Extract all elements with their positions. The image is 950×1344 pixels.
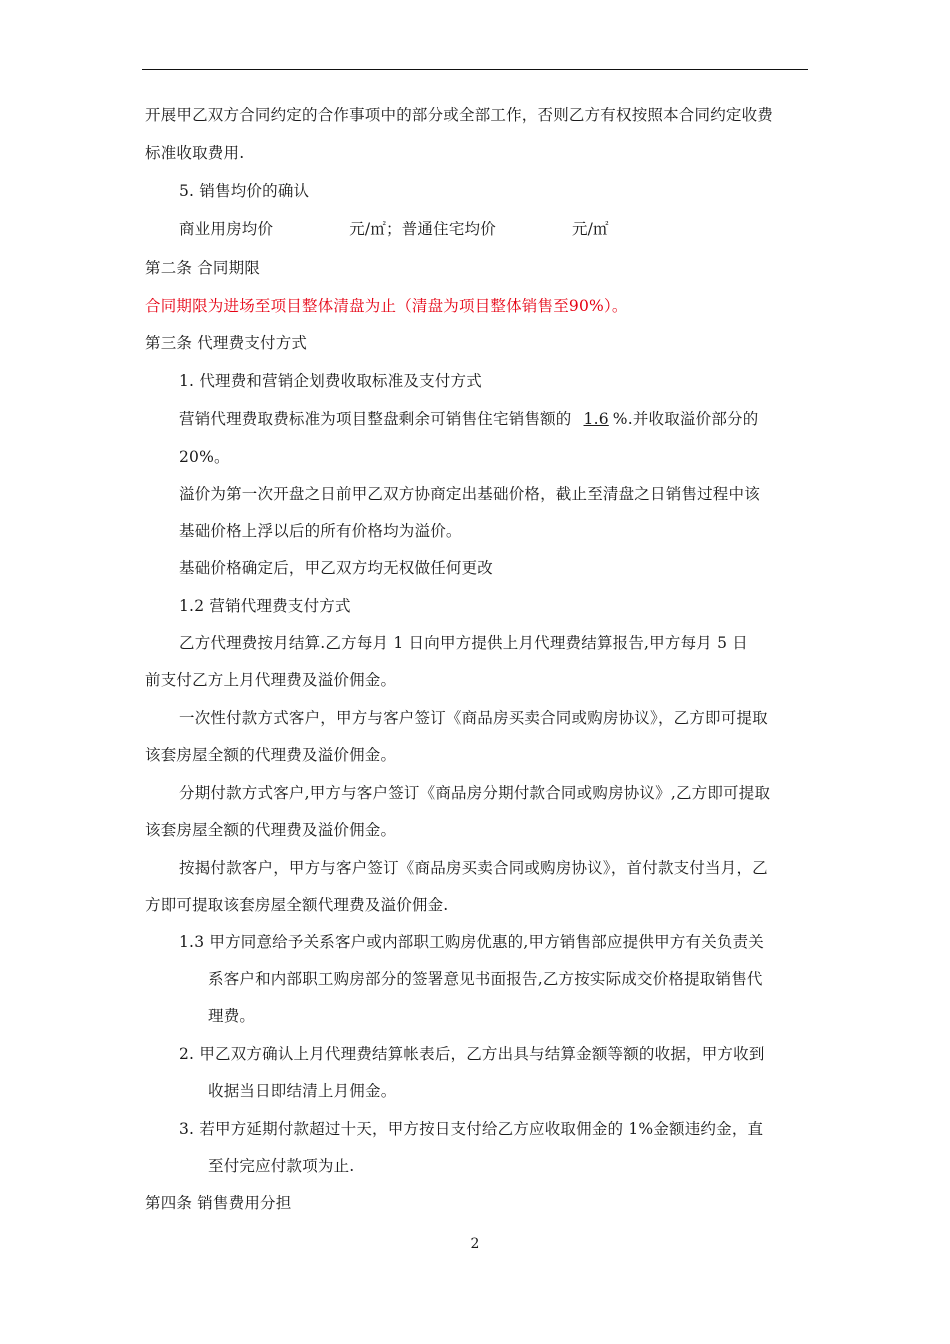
article-heading: 第三条 代理费支付方式 — [145, 334, 308, 352]
paragraph-line: 20%。 — [179, 448, 230, 466]
paragraph-line: 该套房屋全额的代理费及溢价佣金。 — [145, 821, 397, 839]
header-rule — [142, 69, 808, 70]
list-item: 1.3 甲方同意给予关系客户或内部职工购房优惠的,甲方销售部应提供甲方有关负责关 — [179, 933, 765, 951]
list-item-continuation: 收据当日即结清上月佣金。 — [208, 1082, 397, 1100]
price-line — [179, 219, 609, 239]
list-item: 2. 甲乙双方确认上月代理费结算帐表后，乙方出具与结算金额等额的收据，甲方收到 — [179, 1045, 765, 1063]
paragraph-line: 分期付款方式客户,甲方与客户签订《商品房分期付款合同或购房协议》,乙方即可提取 — [179, 784, 771, 802]
fee-rate-value: 1.6 — [583, 410, 609, 428]
residential-price-label: 元/㎡；普通住宅均价 — [349, 220, 496, 238]
list-item-continuation: 系客户和内部职工购房部分的签署意见书面报告,乙方按实际成交价格提取销售代 — [208, 970, 763, 988]
fee-standard-suffix: %.并收取溢价部分的 — [612, 410, 759, 428]
article-heading: 第二条 合同期限 — [145, 259, 261, 277]
contract-term-text: 合同期限为进场至项目整体清盘为止（清盘为项目整体销售至90%）。 — [145, 297, 628, 315]
paragraph-line: 乙方代理费按月结算.乙方每月 1 日向甲方提供上月代理费结算报告,甲方每月 5 日 — [179, 634, 748, 652]
list-item-heading: 5. 销售均价的确认 — [179, 182, 310, 200]
paragraph-line: 该套房屋全额的代理费及溢价佣金。 — [145, 746, 397, 764]
paragraph-line: 基础价格确定后，甲乙双方均无权做任何更改 — [179, 559, 494, 577]
list-item-heading: 1. 代理费和营销企划费收取标准及支付方式 — [179, 372, 482, 390]
paragraph-line: 方即可提取该套房屋全额代理费及溢价佣金. — [145, 896, 449, 914]
list-item: 3. 若甲方延期付款超过十天，甲方按日支付给乙方应收取佣金的 1%金额违约金，直 — [179, 1120, 764, 1138]
paragraph-line: 一次性付款方式客户，甲方与客户签订《商品房买卖合同或购房协议》，乙方即可提取 — [179, 709, 768, 727]
paragraph-line: 溢价为第一次开盘之日前甲乙双方协商定出基础价格，截止至清盘之日销售过程中该 — [179, 485, 760, 503]
paragraph-line: 基础价格上浮以后的所有价格均为溢价。 — [179, 522, 462, 540]
paragraph-line: 开展甲乙双方合同约定的合作事项中的部分或全部工作，否则乙方有权按照本合同约定收费 — [145, 106, 774, 124]
list-item-continuation: 至付完应付款项为止. — [208, 1157, 355, 1175]
paragraph-line: 标准收取费用. — [145, 144, 245, 162]
page-number: 2 — [470, 1236, 480, 1252]
paragraph-line: 前支付乙方上月代理费及溢价佣金。 — [145, 671, 397, 689]
list-item-continuation: 理费。 — [208, 1007, 256, 1025]
paragraph-line: 按揭付款客户，甲方与客户签订《商品房买卖合同或购房协议》，首付款支付当月，乙 — [179, 859, 768, 877]
unit-label: 元/㎡ — [571, 220, 609, 238]
fee-standard-text: 营销代理费取费标准为项目整盘剩余可销售住宅销售额的 — [179, 410, 572, 428]
article-heading: 第四条 销售费用分担 — [145, 1194, 292, 1212]
list-item-heading: 1.2 营销代理费支付方式 — [179, 597, 351, 615]
commercial-price-label: 商业用房均价 — [179, 220, 274, 238]
fee-standard-line — [179, 409, 758, 429]
